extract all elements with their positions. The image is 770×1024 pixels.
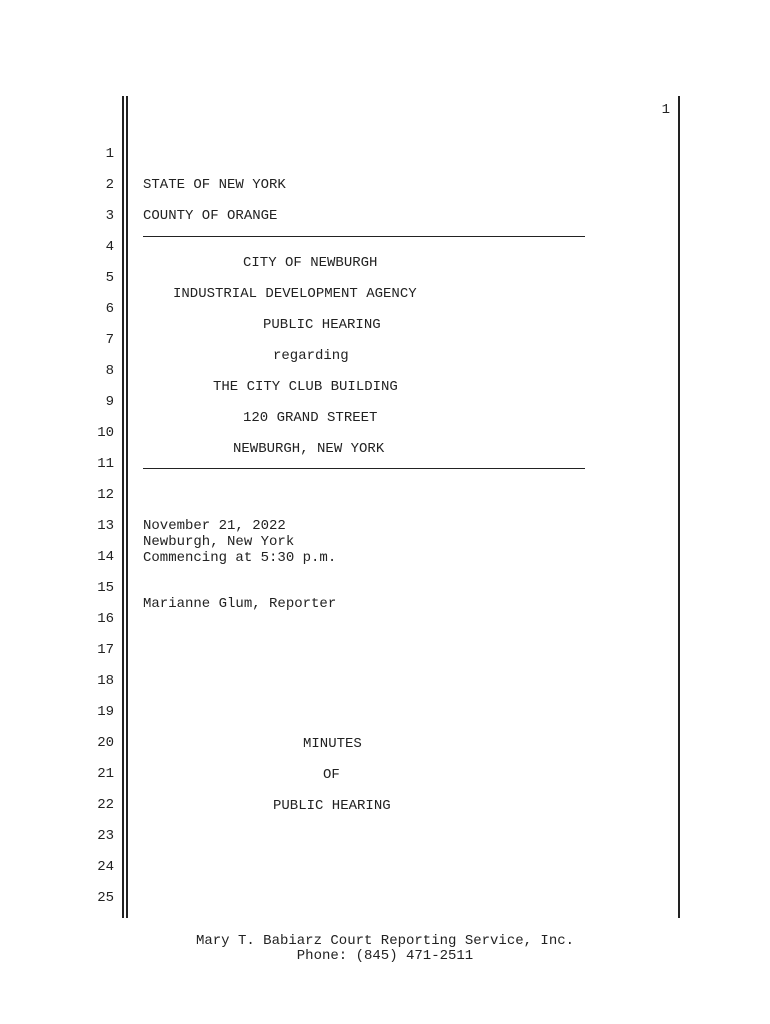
line-number: 15 bbox=[97, 580, 114, 596]
line-number: 17 bbox=[97, 642, 114, 658]
line-number: 3 bbox=[105, 208, 114, 224]
caption-city-state: NEWBURGH, NEW YORK bbox=[233, 441, 385, 457]
state-line: STATE OF NEW YORK bbox=[143, 177, 286, 193]
left-margin-rule-inner bbox=[126, 96, 128, 918]
caption-hearing: PUBLIC HEARING bbox=[263, 317, 381, 333]
line-number: 23 bbox=[97, 828, 114, 844]
line-number: 22 bbox=[97, 797, 114, 813]
footer-phone: Phone: (845) 471-2511 bbox=[296, 948, 474, 964]
line-number: 24 bbox=[97, 859, 114, 875]
line-number: 13 bbox=[97, 518, 114, 534]
line-number: 14 bbox=[97, 549, 114, 565]
caption-top-rule bbox=[143, 236, 585, 237]
caption-agency: INDUSTRIAL DEVELOPMENT AGENCY bbox=[173, 286, 417, 302]
title-minutes: MINUTES bbox=[303, 736, 362, 752]
line-number: 1 bbox=[105, 146, 114, 162]
line-number: 4 bbox=[105, 239, 114, 255]
line-number: 8 bbox=[105, 363, 114, 379]
line-number: 12 bbox=[97, 487, 114, 503]
right-margin-rule bbox=[678, 96, 680, 918]
hearing-time: Commencing at 5:30 p.m. bbox=[143, 550, 337, 566]
line-number: 20 bbox=[97, 735, 114, 751]
line-number: 9 bbox=[105, 394, 114, 410]
page-number: 1 bbox=[661, 102, 670, 118]
line-number: 21 bbox=[97, 766, 114, 782]
county-line: COUNTY OF ORANGE bbox=[143, 208, 278, 224]
line-number: 5 bbox=[105, 270, 114, 286]
title-of: OF bbox=[323, 767, 340, 783]
caption-building: THE CITY CLUB BUILDING bbox=[213, 379, 398, 395]
caption-bottom-rule bbox=[143, 468, 585, 469]
line-number: 11 bbox=[97, 456, 114, 472]
line-number: 25 bbox=[97, 890, 114, 906]
reporter-line: Marianne Glum, Reporter bbox=[143, 596, 337, 612]
line-number: 19 bbox=[97, 704, 114, 720]
caption-city: CITY OF NEWBURGH bbox=[243, 255, 378, 271]
hearing-date: November 21, 2022 bbox=[143, 518, 286, 534]
line-number: 16 bbox=[97, 611, 114, 627]
title-public-hearing: PUBLIC HEARING bbox=[273, 798, 391, 814]
line-number: 10 bbox=[97, 425, 114, 441]
line-number: 6 bbox=[105, 301, 114, 317]
caption-regarding: regarding bbox=[273, 348, 349, 364]
left-margin-rule-outer bbox=[122, 96, 124, 918]
line-number: 2 bbox=[105, 177, 114, 193]
line-number: 7 bbox=[105, 332, 114, 348]
footer-company: Mary T. Babiarz Court Reporting Service, Inc. bbox=[195, 933, 575, 949]
hearing-location: Newburgh, New York bbox=[143, 534, 295, 550]
line-number: 18 bbox=[97, 673, 114, 689]
caption-street: 120 GRAND STREET bbox=[243, 410, 378, 426]
